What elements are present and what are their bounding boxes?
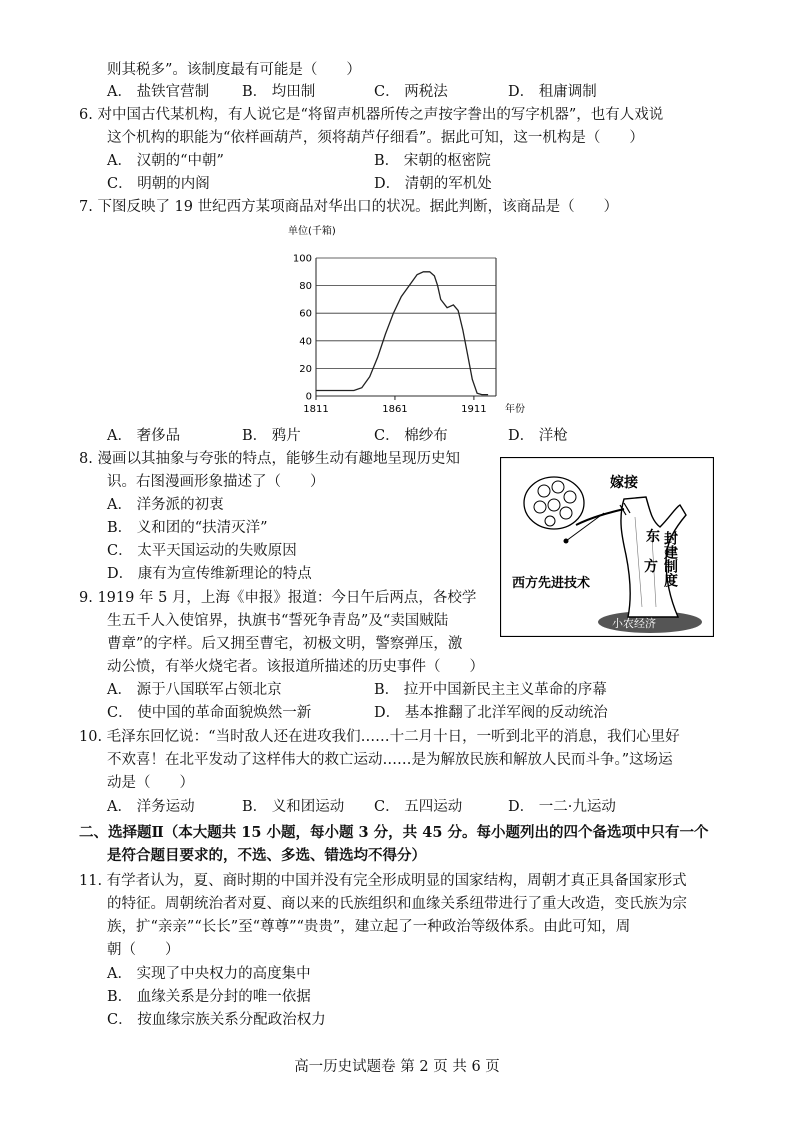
q10-stem-line2: 不欢喜！在北平发动了这样伟大的救亡运动……是为解放民族和解放人民而斗争。”这场运 — [107, 752, 673, 768]
q7-option-d: D． 洋枪 — [508, 428, 568, 444]
chart-y-tick-label: 60 — [299, 308, 312, 320]
chart-y-tick-label: 20 — [299, 363, 312, 375]
cartoon-label-east: 东 — [646, 529, 660, 545]
section2-heading-line2: 是符合题目要求的，不选、多选、错选均不得分） — [107, 847, 426, 864]
cartoon-label-western-tech: 西方先进技术 — [512, 576, 591, 591]
chart-x-tick-label: 1911 — [461, 404, 487, 415]
q6-option-b: B． 宋朝的枢密院 — [374, 153, 491, 169]
q8-option-b: B． 义和团的“扶清灭洋” — [107, 520, 268, 536]
q10-option-a: A． 洋务运动 — [107, 799, 195, 815]
q5-option-c: C． 两税法 — [374, 84, 448, 100]
chart-y-ticks — [293, 254, 312, 403]
q9-option-d: D． 基本推翻了北洋军阀的反动统治 — [374, 705, 608, 721]
cartoon-label-graft: 嫁接 — [610, 475, 638, 491]
q6-option-a: A． 汉朝的“中朝” — [107, 153, 224, 169]
chart-series-line — [316, 272, 488, 395]
q7-option-a: A． 奢侈品 — [107, 428, 181, 444]
chart-x-tick-label: 1811 — [303, 404, 329, 415]
q5-stem-tail: 则其税多”。该制度最有可能是（ ） — [107, 62, 361, 78]
cartoon-label-fang: 方 — [644, 559, 658, 575]
page-footer: 高一历史试题卷 第 2 页 共 6 页 — [294, 1059, 500, 1075]
q6-option-c: C． 明朝的内阁 — [107, 176, 210, 192]
grafting-cartoon — [500, 457, 714, 637]
q9-stem-line3: 曹章”的字样。后又拥至曹宅，初极文明，警察弹压，激 — [107, 636, 463, 652]
chart-y-tick-label: 40 — [299, 336, 312, 348]
q7-option-b: B． 鸦片 — [242, 428, 301, 444]
q9-option-c: C． 使中国的革命面貌焕然一新 — [107, 705, 312, 721]
q9-option-a: A． 源于八国联军占领北京 — [107, 682, 282, 698]
q8-option-a: A． 洋务派的初衷 — [107, 497, 224, 513]
q10-stem-line1: 10. 毛泽东回忆说：“当时敌人还在进攻我们……十二月十日，一听到北平的消息，我们心里好 — [79, 729, 680, 745]
q11-option-c: C． 按血缘宗族关系分配政治权力 — [107, 1012, 326, 1028]
q9-stem-line4: 动公愤，有举火烧宅者。该报道所描述的历史事件（ ） — [107, 659, 484, 675]
q10-option-c: C． 五四运动 — [374, 799, 463, 815]
q9-stem-line1: 9. 1919 年 5 月，上海《申报》报道：今日午后两点，各校学 — [79, 590, 477, 606]
q5-option-b: B． 均田制 — [242, 84, 316, 100]
q8-stem-line2: 识。右图漫画形象描述了（ ） — [107, 474, 325, 490]
q7-option-c: C． 棉纱布 — [374, 428, 448, 444]
cartoon-label-feudal-system: 封建制度 — [662, 531, 678, 587]
q9-option-b: B． 拉开中国新民主主义革命的序幕 — [374, 682, 607, 698]
q5-option-d: D． 租庸调制 — [508, 84, 597, 100]
q5-option-a: A． 盐铁官营制 — [107, 84, 210, 100]
opium-export-chart — [284, 222, 534, 422]
q8-stem-line1: 8. 漫画以其抽象与夸张的特点，能够生动有趣地呈现历史知 — [79, 451, 460, 467]
q11-option-b: B． 血缘关系是分封的唯一依据 — [107, 989, 311, 1005]
q11-stem-line1: 11. 有学者认为，夏、商时期的中国并没有完全形成明显的国家结构，周朝才真正具备国家形式 — [79, 873, 687, 889]
chart-x-tick-label: 1861 — [382, 404, 408, 415]
chart-axes — [316, 258, 496, 396]
q11-option-a: A． 实现了中央权力的高度集中 — [107, 966, 311, 982]
cartoon-label-small-peasant-economy: 小农经济 — [612, 617, 656, 630]
q6-option-d: D． 清朝的军机处 — [374, 176, 492, 192]
q7-stem: 7. 下图反映了 19 世纪西方某项商品对华出口的状况。据此判断，该商品是（ ） — [79, 199, 619, 215]
q6-stem-line1: 6. 对中国古代某机构，有人说它是“将留声机器所传之声按字誊出的写字机器”，也有人戏说 — [79, 107, 664, 123]
chart-xlabel: 年份 — [505, 404, 525, 415]
chart-gridlines — [316, 258, 496, 396]
chart-y-tick-label: 80 — [299, 281, 312, 293]
q10-stem-line3: 动是（ ） — [107, 775, 194, 791]
q6-stem-line2: 这个机构的职能为“依样画葫芦，须将葫芦仔细看”。据此可知，这一机构是（ ） — [107, 130, 644, 146]
section2-heading-line1: 二、选择题Ⅱ（本大题共 15 小题，每小题 3 分，共 45 分。每小题列出的四个备选项中只有一个 — [79, 824, 709, 841]
q9-stem-line2: 生五千人入使馆界，执旗书“誓死争青岛”及“卖国贼陆 — [107, 613, 449, 629]
q10-option-b: B． 义和团运动 — [242, 799, 345, 815]
q11-stem-line3: 族，扩“亲亲”“长长”至“尊尊”“贵贵”，建立起了一种政治等级体系。由此可知，周 — [107, 919, 631, 935]
q10-option-d: D． 一二·九运动 — [508, 799, 616, 815]
q11-stem-line4: 朝（ ） — [107, 942, 180, 958]
chart-y-tick-label: 100 — [292, 253, 312, 265]
chart-ylabel: 单位(千箱) — [288, 226, 336, 237]
chart-y-tick-label: 0 — [305, 391, 312, 403]
q8-option-c: C． 太平天国运动的失败原因 — [107, 543, 297, 559]
q8-option-d: D． 康有为宣传维新理论的特点 — [107, 566, 312, 582]
q11-stem-line2: 的特征。周朝统治者对夏、商以来的氏族组织和血缘关系纽带进行了重大改造，变氏族为宗 — [107, 896, 687, 912]
chart-x-ticks — [303, 396, 486, 415]
